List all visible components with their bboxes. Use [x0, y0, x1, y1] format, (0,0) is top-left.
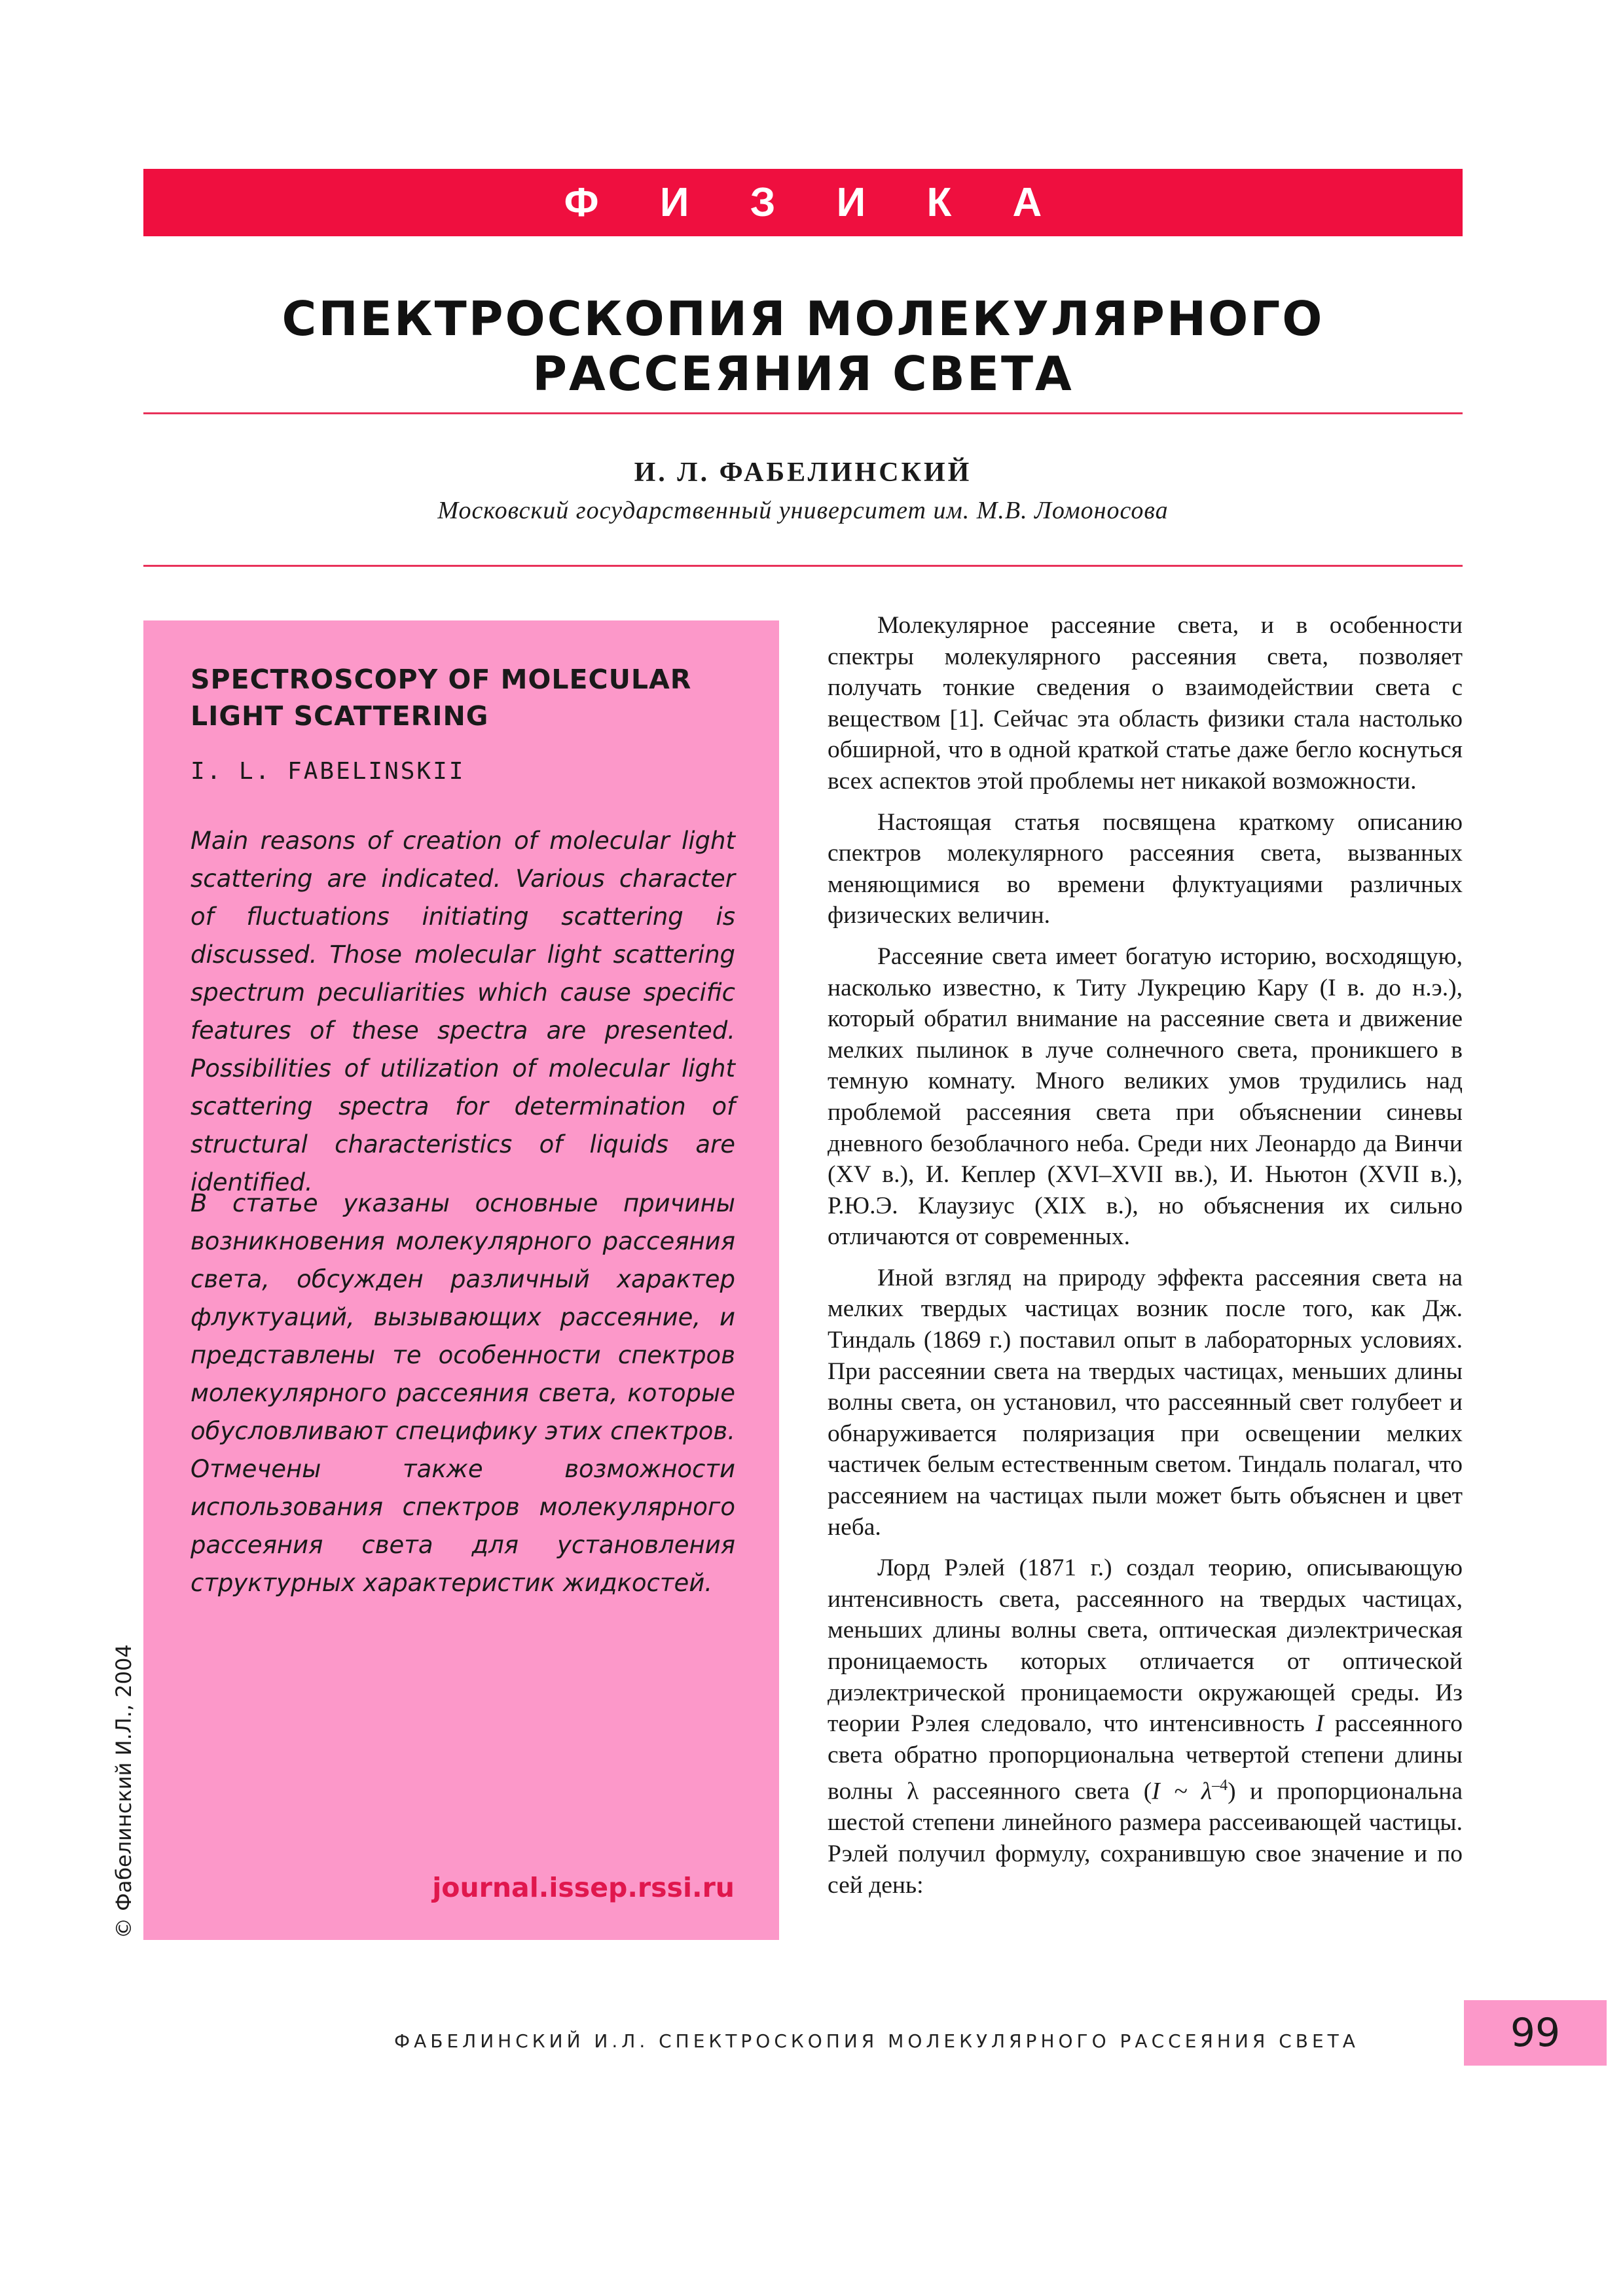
body-paragraph — [828, 1552, 1463, 1901]
title-divider-bottom — [143, 565, 1463, 567]
author-name: И. Л. ФАБЕЛИНСКИЙ — [634, 457, 972, 488]
body-paragraph: Молекулярное рассеяние света, и в особенности спектры молекулярного рассеяния света, позволяет получать тонкие сведения о взаимодействии света с веществом [1]. Сейчас эта область физики стала настолько обширной, что в одной краткой статье даже бегло коснуться всех аспектов этой проблемы нет никакой возможности. — [828, 612, 1463, 795]
footer-running-head: ФАБЕЛИНСКИЙ И.Л. СПЕКТРОСКОПИЯ МОЛЕКУЛЯРНОГО РАССЕЯНИЯ СВЕТА — [394, 2030, 1359, 2052]
page-number: 99 — [1464, 2000, 1607, 2066]
english-abstract: Main reasons of creation of molecular light scattering are indicated. Various character of fluctuations initiating scattering is discussed. Those molecular light scattering spectrum peculiarities which cause specific features of these spectra are presented. Possibilities of utilization of molecular light scattering spectra for determination of structural characteristics of liquids are identified. — [191, 827, 735, 1196]
body-text-span: рассеянного света обратно пропорциональна четвертой степени длины волны λ рассеянного света ( — [828, 1710, 1463, 1805]
body-text-span: Лорд Рэлей (1871 г.) создал теорию, описывающую интенсивность света, рассеянного на твердых частицах, меньших длины волны света, оптическая диэлектрическая проницаемость которых отличается от оптической диэлектрической проницаемости окружающей среды. Из теории Рэлея следовало, что интенсивность — [828, 1554, 1463, 1738]
article-title: СПЕКТРОСКОПИЯ МОЛЕКУЛЯРНОГО РАССЕЯНИЯ СВЕТА — [282, 291, 1324, 401]
intensity-symbol: I — [1315, 1710, 1324, 1738]
body-paragraph: Иной взгляд на природу эффекта рассеяния света на мелких твердых частицах возник после того, как Дж. Тиндаль (1869 г.) поставил опыт в лабораторных условиях. При рассеянии света на твердых частицах, меньших длины волны света, он установил, что рассеянный свет голубеет и обнаруживается поляризация при освещении мелких частичек белым естественным светом. Тиндаль полагал, что рассеянием на частицах пыли может быть объяснен и цвет неба. — [828, 1264, 1463, 1541]
copyright-notice: © Фабелинский И.Л., 2004 — [111, 1644, 136, 1939]
journal-url-link[interactable]: journal.issep.rssi.ru — [432, 1872, 735, 1903]
body-paragraph: Рассеяние света имеет богатую историю, восходящую, насколько известно, к Титу Лукрецию Кару (I в. до н.э.), который обратил внимание на рассеяние света и движение мелких пылинок в луче солнечного света, проникшего в темную комнату. Много великих умов трудились над проблемой рассеяния света при объяснении синевы дневного безоблачного неба. Среди них Леонардо да Винчи (XV в.), И. Кеплер (XVI–XVII вв.), И. Ньютон (XVII в.), Р.Ю.Э. Клаузиус (XIX в.), но объяснения их сильно отличаются от современных. — [828, 942, 1463, 1251]
section-banner: Ф И З И К А — [143, 169, 1463, 236]
body-paragraph: Настоящая статья посвящена краткому описанию спектров молекулярного рассеяния света, вызванных меняющимися во времени флуктуациями различных физических величин. — [828, 808, 1463, 929]
article-body — [828, 610, 1463, 1910]
author-affiliation: Московский государственный университет им. М.В. Ломоносова — [437, 497, 1169, 524]
english-author: I. L. FABELINSKII — [191, 758, 465, 785]
title-divider-top — [143, 412, 1463, 414]
russian-abstract: В статье указаны основные причины возникновения молекулярного рассеяния света, обсужден различный характер флуктуаций, вызывающих рассеяние, и представлены те особенности спектров молекулярного рассеяния света, которые обусловливают специфику этих спектров. Отмечены также возможности использования спектров молекулярного рассеяния света для установления структурных характеристик жидкостей. — [191, 1189, 735, 1597]
rayleigh-formula: I ~ λ — [1152, 1778, 1213, 1805]
formula-exponent: –4 — [1212, 1777, 1228, 1795]
abstract-box — [143, 620, 779, 1940]
english-title: SPECTROSCOPY OF MOLECULAR LIGHT SCATTERING — [191, 664, 692, 732]
body-text-span: ) и пропорциональна шестой степени линейного размера рассеивающей частицы. Рэлей получил формулу, сохранившую свое значение и по сей день: — [828, 1778, 1463, 1899]
